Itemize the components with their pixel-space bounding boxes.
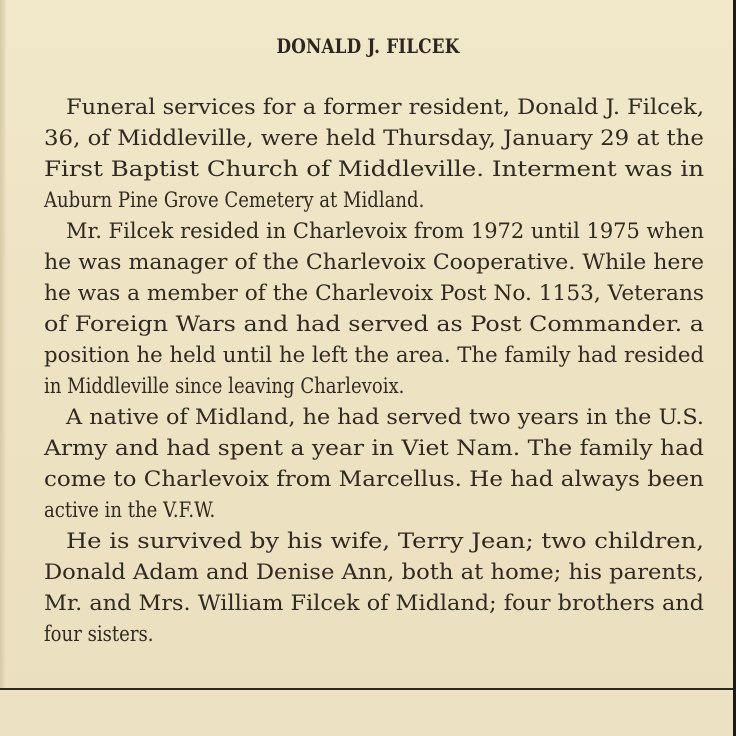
text-line: Mr. and Mrs. William Filcek of Midland; four brothers and — [44, 591, 704, 615]
text-line: Auburn Pine Grove Cemetery at Midland. — [44, 188, 425, 212]
text-line: Army and had spent a year in Viet Nam. The family had — [44, 436, 705, 460]
text-line: of Foreign Wars and had served as Post Commander. a — [44, 312, 704, 336]
margin-below-rule — [0, 690, 733, 736]
text-line: A native of Midland, he had served two years in the U.S. — [66, 405, 704, 429]
paper-left-edge — [0, 0, 6, 690]
text-line: Mr. Filcek resided in Charlevoix from 1972 until 1975 when — [66, 219, 704, 243]
text-line: four sisters. — [44, 622, 154, 646]
text-line: Donald Adam and Denise Ann, both at home; his parents, — [44, 560, 705, 584]
text-line: active in the V.F.W. — [44, 498, 216, 522]
obituary-headline: DONALD J. FILCEK — [276, 35, 460, 58]
text-line: he was a member of the Charlevoix Post No. 1153, Veterans — [44, 281, 705, 305]
text-line: in Middleville since leaving Charlevoix. — [44, 374, 405, 398]
text-line: Funeral services for a former resident, Donald J. Filcek, — [66, 95, 705, 119]
text-line: come to Charlevoix from Marcellus. He had always been — [44, 467, 704, 491]
obituary-body — [44, 92, 704, 650]
text-line: He is survived by his wife, Terry Jean; two children, — [66, 529, 704, 553]
text-line: position he held until he left the area. The family had resided — [44, 343, 705, 367]
text-line: he was manager of the Charlevoix Cooperative. While here — [44, 250, 705, 274]
text-line: First Baptist Church of Middleville. Interment was in — [44, 157, 705, 181]
text-line: 36, of Middleville, were held Thursday, January 29 at the — [44, 126, 704, 150]
